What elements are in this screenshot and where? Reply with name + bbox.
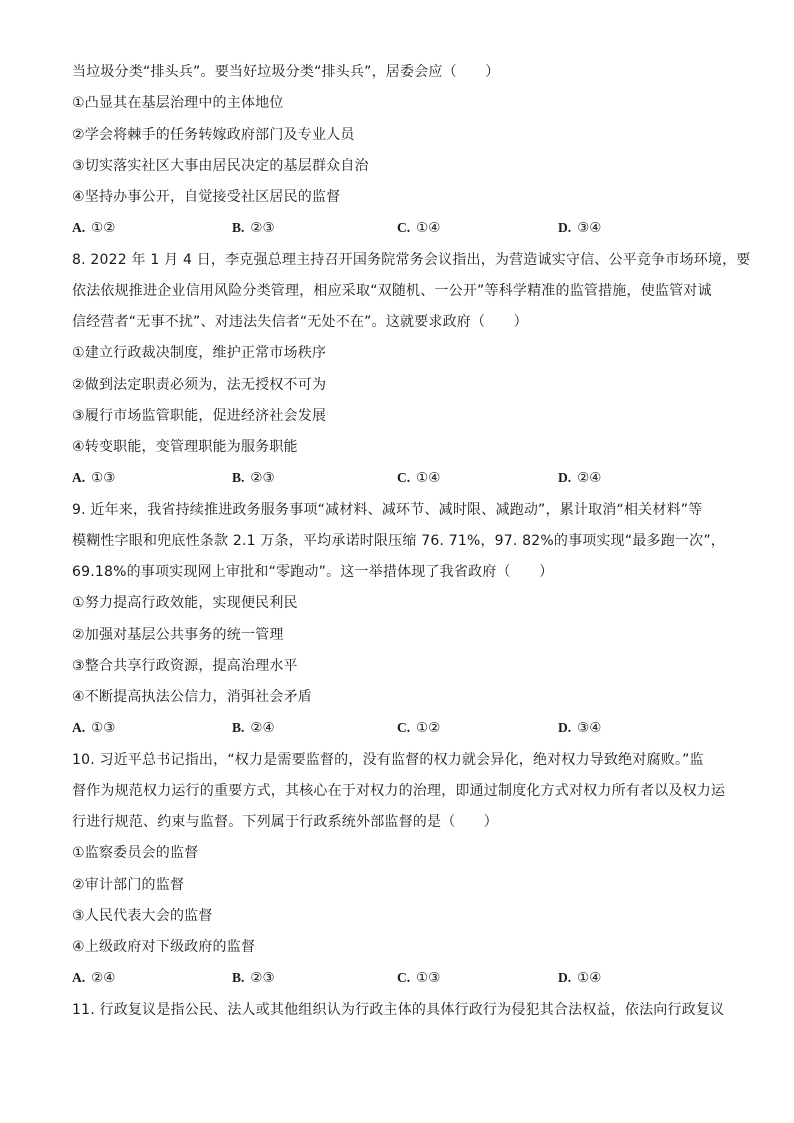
- statement-item: ②加强对基层公共事务的统一管理: [72, 626, 284, 643]
- option-text: ②④: [91, 970, 116, 987]
- option-text: ②③: [250, 470, 275, 487]
- statement-item: ①凸显其在基层治理中的主体地位: [72, 95, 284, 112]
- statement-item: ④上级政府对下级政府的监督: [72, 939, 256, 955]
- option-b: [232, 718, 275, 738]
- statement-item: ①监察委员会的监督: [72, 845, 199, 862]
- question-stem: 11. 行政复议是指公民、法人或其他组织认为行政主体的具体行政行为侵犯其合法权益，依法向行政复议: [72, 1001, 725, 1018]
- option-letter: A.: [72, 970, 86, 986]
- option-letter: B.: [232, 470, 245, 486]
- option-letter: A.: [72, 720, 86, 736]
- option-b: [232, 468, 275, 488]
- option-d: [558, 968, 601, 988]
- option-letter: C.: [397, 720, 411, 736]
- question-stem: 69.18%的事项实现网上审批和“零跑动”。这一举措体现了我省政府（ ）: [72, 564, 554, 580]
- statement-item: ③切实落实社区大事由居民决定的基层群众自治: [72, 157, 369, 174]
- option-letter: D.: [558, 720, 572, 736]
- option-letter: A.: [72, 220, 86, 236]
- option-b: [232, 218, 275, 238]
- option-c: [397, 718, 440, 738]
- option-text: ①④: [416, 470, 441, 487]
- option-letter: B.: [232, 970, 245, 986]
- question-stem: 9. 近年来，我省持续推进政务服务事项“减材料、减环节、减时限、减跑动”，累计取消“相关材料”等: [72, 501, 703, 518]
- option-d: [558, 718, 601, 738]
- option-d: [558, 468, 601, 488]
- statement-item: ③整合共享行政资源，提高治理水平: [72, 657, 298, 674]
- option-a: [72, 468, 115, 488]
- option-letter: D.: [558, 220, 572, 236]
- question-stem: 模糊性字眼和兜底性条款 2.1 万条，平均承诺时限压缩 76. 71%，97. 82%的事项实现“最多跑一次”，: [72, 532, 725, 549]
- option-letter: A.: [72, 470, 86, 486]
- option-text: ③④: [577, 220, 602, 237]
- statement-item: ③人民代表大会的监督: [72, 907, 213, 924]
- option-letter: C.: [397, 220, 411, 236]
- statement-item: ②做到法定职责必须为，法无授权不可为: [72, 376, 327, 393]
- answer-options: [72, 468, 722, 488]
- statement-item: ③履行市场监管职能，促进经济社会发展: [72, 407, 327, 424]
- option-a: [72, 718, 115, 738]
- question-stem: 信经营者“无事不扰”、对违法失信者“无处不在”。这就要求政府（ ）: [72, 314, 528, 330]
- statement-item: ②学会将棘手的任务转嫁政府部门及专业人员: [72, 126, 355, 143]
- answer-options: [72, 218, 722, 238]
- option-text: ①④: [416, 220, 441, 237]
- option-c: [397, 468, 440, 488]
- option-text: ②③: [250, 220, 275, 237]
- option-letter: C.: [397, 470, 411, 486]
- option-a: [72, 218, 115, 238]
- option-text: ①③: [91, 720, 116, 737]
- question-stem: 行进行规范、约束与监督。下列属于行政系统外部监督的是（ ）: [72, 814, 498, 830]
- option-text: ②④: [577, 470, 602, 487]
- statement-item: ①建立行政裁决制度，维护正常市场秩序: [72, 345, 327, 362]
- option-text: ①②: [91, 220, 116, 237]
- option-d: [558, 218, 601, 238]
- question-stem: 当垃圾分类“排头兵”。要当好垃圾分类“排头兵”，居委会应（ ）: [72, 64, 500, 80]
- answer-options: [72, 968, 722, 988]
- option-letter: B.: [232, 720, 245, 736]
- question-stem: 10. 习近平总书记指出，“权力是需要监督的，没有监督的权力就会异化，绝对权力导致绝对腐败。”监: [72, 751, 704, 768]
- option-c: [397, 968, 440, 988]
- option-letter: D.: [558, 470, 572, 486]
- option-text: ③④: [577, 720, 602, 737]
- statement-item: ①努力提高行政效能，实现便民利民: [72, 595, 298, 612]
- option-letter: D.: [558, 970, 572, 986]
- statement-item: ④转变职能，变管理职能为服务职能: [72, 439, 298, 455]
- option-b: [232, 968, 275, 988]
- option-text: ①④: [577, 970, 602, 987]
- statement-item: ④坚持办事公开，自觉接受社区居民的监督: [72, 189, 341, 205]
- statement-item: ②审计部门的监督: [72, 876, 185, 893]
- option-letter: C.: [397, 970, 411, 986]
- option-text: ①②: [416, 720, 441, 737]
- question-stem: 依法依规推进企业信用风险分类管理，相应采取“双随机、一公开”等科学精准的监管措施，使监管对诚: [72, 282, 712, 299]
- option-letter: B.: [232, 220, 245, 236]
- statement-item: ④不断提高执法公信力，消弭社会矛盾: [72, 689, 312, 705]
- option-text: ②③: [250, 970, 275, 987]
- answer-options: [72, 718, 722, 738]
- option-a: [72, 968, 115, 988]
- option-text: ②④: [250, 720, 275, 737]
- option-text: ①③: [91, 470, 116, 487]
- option-text: ①③: [416, 970, 441, 987]
- question-stem: 8. 2022 年 1 月 4 日，李克强总理主持召开国务院常务会议指出，为营造诚实守信、公平竞争市场环境，要: [72, 251, 751, 268]
- option-c: [397, 218, 440, 238]
- question-stem: 督作为规范权力运行的重要方式，其核心在于对权力的治理，即通过制度化方式对权力所有者以及权力运: [72, 782, 726, 799]
